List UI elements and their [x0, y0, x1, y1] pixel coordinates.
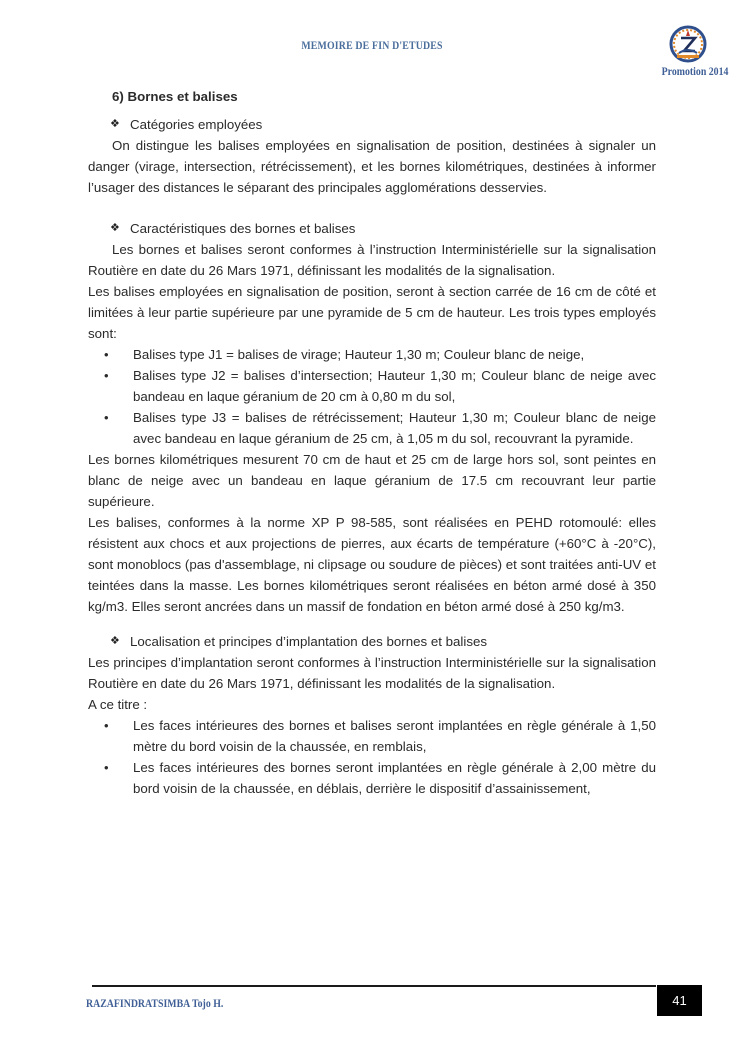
list-item: • Balises type J1 = balises de virage; Hauteur 1,30 m; Couleur blanc de neige,: [88, 344, 656, 365]
bullet-icon: •: [104, 760, 109, 775]
diamond-bullet-icon: ❖: [110, 222, 120, 234]
subheading-text: Catégories employées: [130, 117, 263, 132]
page-number: 41: [657, 985, 702, 1016]
list-item: • Les faces intérieures des bornes et balises seront implantées en règle générale à 1,50 mètre du bord voisin de la chaussée, en remblais,: [88, 715, 656, 757]
paragraph: Les balises, conformes à la norme XP P 98-585, sont réalisées en PEHD rotomoulé: elles résistent aux chocs et aux projections de pierres, aux écarts de température (+60°C à -20°C), sont monoblocs (pas d'assemblage, ni clipsage ou soudure de pièces) et sont traitées anti-UV et teintées dans la masse. Les bornes kilométriques seront réalisées en béton armé dosé à 350 kg/m3. Elles seront ancrées dans un massif de fondation en béton armé dosé à 250 kg/m3.: [88, 515, 656, 614]
subheading-localisation: [88, 631, 656, 652]
diamond-bullet-icon: ❖: [110, 635, 120, 647]
subheading-characteristics: [88, 218, 656, 239]
subheading-text: Localisation et principes d’implantation des bornes et balises: [130, 634, 488, 649]
diamond-bullet-icon: ❖: [110, 118, 120, 130]
paragraph: Les bornes kilométriques mesurent 70 cm de haut et 25 cm de large hors sol, sont peintes en blanc de neige avec un bandeau en laque géranium de 17.5 cm recouvrant leur partie supérieure.: [88, 452, 656, 509]
bullet-icon: •: [104, 718, 109, 733]
bullet-icon: •: [104, 347, 109, 362]
subheading-text: Caractéristiques des bornes et balises: [130, 221, 356, 236]
paragraph: Les principes d’implantation seront conformes à l’instruction Interministérielle sur la signalisation Routière en date du 26 Mars 1971, définissant les modalités de la signalisation.: [88, 655, 656, 691]
page-content: [88, 86, 656, 799]
implantation-list: [88, 715, 656, 799]
footer-author: RAZAFINDRATSIMBA Tojo H.: [86, 996, 224, 1010]
bullet-icon: •: [104, 368, 109, 383]
bullet-icon: •: [104, 410, 109, 425]
footer-divider: [92, 985, 656, 987]
paragraph: On distingue les balises employées en signalisation de position, destinées à signaler un danger (virage, intersection, rétrécissement), et les bornes kilométriques, destinées à informer l’usager des distances le séparant des principales agglomérations desservies.: [88, 138, 656, 195]
section-title: 6) Bornes et balises: [112, 89, 238, 104]
list-item: • Balises type J2 = balises d’intersection; Hauteur 1,30 m; Couleur blanc de neige avec bandeau en laque géranium de 20 cm à 0,80 m du sol,: [88, 365, 656, 407]
header-title: MEMOIRE DE FIN D'ETUDES: [301, 38, 443, 52]
paragraph: A ce titre :: [88, 697, 148, 712]
paragraph: Les balises employées en signalisation de position, seront à section carrée de 16 cm de côté et limitées à leur partie supérieure par une pyramide de 5 cm de hauteur. Les trois types employés sont:: [88, 284, 656, 341]
subheading-categories: [88, 114, 656, 135]
promotion-label: Promotion 2014: [661, 64, 728, 78]
list-item: • Balises type J3 = balises de rétrécissement; Hauteur 1,30 m; Couleur blanc de neige avec bandeau en laque géranium de 25 cm, à 1,05 m du sol, recouvrant la pyramide.: [88, 407, 656, 449]
list-item: • Les faces intérieures des bornes seront implantées en règle générale à 2,00 mètre du bord voisin de la chaussée, en déblais, derrière le dispositif d’assainissement,: [88, 757, 656, 799]
balise-types-list: [88, 344, 656, 449]
school-logo-icon: [668, 24, 708, 64]
paragraph: Les bornes et balises seront conformes à l’instruction Interministérielle sur la signalisation Routière en date du 26 Mars 1971, définissant les modalités de la signalisation.: [88, 242, 656, 278]
